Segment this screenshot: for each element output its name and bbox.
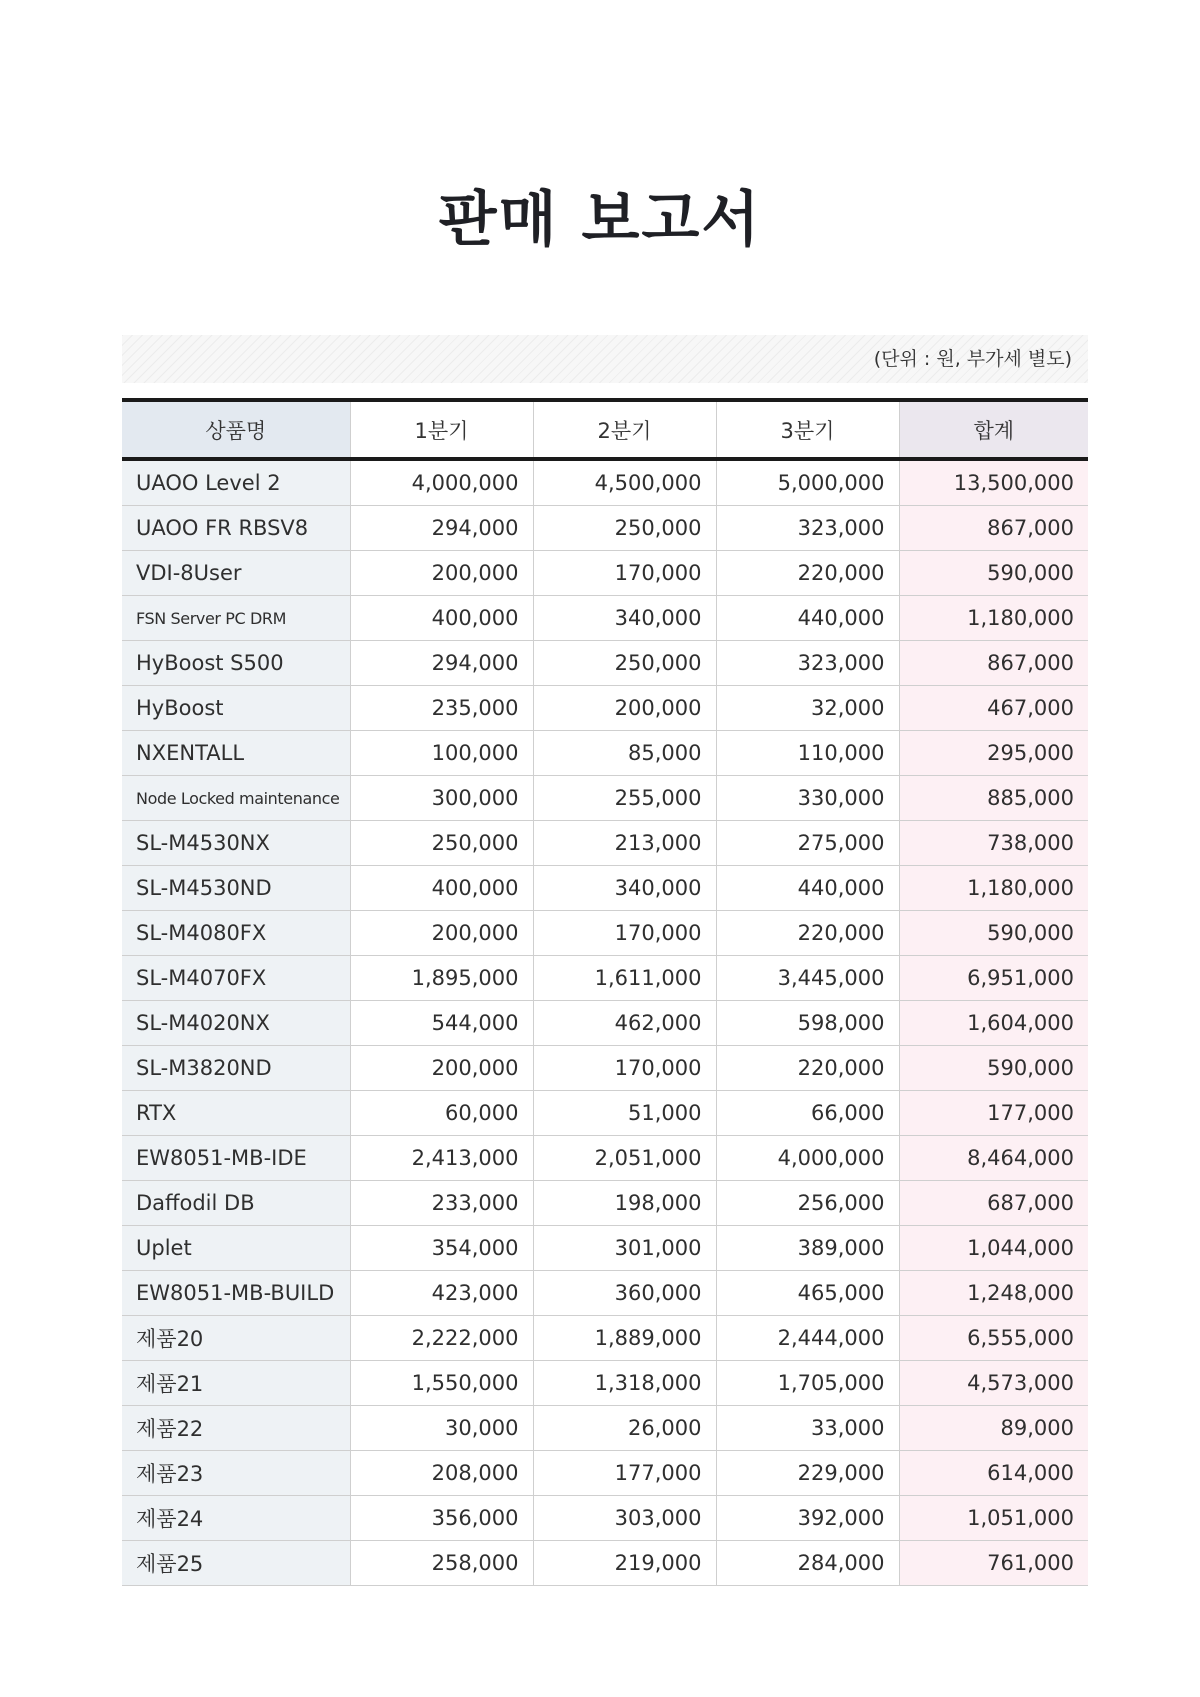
q1-value-cell: 1,550,000 — [350, 1361, 533, 1406]
q2-value-cell: 213,000 — [533, 821, 716, 866]
table-row — [122, 1001, 1088, 1046]
total-value-cell: 1,248,000 — [899, 1271, 1088, 1316]
q1-value-cell: 356,000 — [350, 1496, 533, 1541]
total-value-cell: 590,000 — [899, 551, 1088, 596]
table-row — [122, 459, 1088, 506]
q3-value-cell: 32,000 — [716, 686, 899, 731]
table-row — [122, 1316, 1088, 1361]
q2-value-cell: 303,000 — [533, 1496, 716, 1541]
table-row — [122, 551, 1088, 596]
header-q1: 1분기 — [350, 400, 533, 459]
product-name-cell: FSN Server PC DRM — [122, 596, 350, 641]
q1-value-cell: 400,000 — [350, 596, 533, 641]
q1-value-cell: 30,000 — [350, 1406, 533, 1451]
table-row — [122, 1046, 1088, 1091]
q3-value-cell: 5,000,000 — [716, 459, 899, 506]
table-row — [122, 1271, 1088, 1316]
q1-value-cell: 354,000 — [350, 1226, 533, 1271]
q3-value-cell: 275,000 — [716, 821, 899, 866]
q3-value-cell: 598,000 — [716, 1001, 899, 1046]
product-name-cell: SL-M4020NX — [122, 1001, 350, 1046]
product-name-cell: 제품22 — [122, 1406, 350, 1451]
q3-value-cell: 256,000 — [716, 1181, 899, 1226]
q3-value-cell: 323,000 — [716, 506, 899, 551]
q3-value-cell: 110,000 — [716, 731, 899, 776]
header-product-name: 상품명 — [122, 400, 350, 459]
q1-value-cell: 4,000,000 — [350, 459, 533, 506]
q1-value-cell: 544,000 — [350, 1001, 533, 1046]
total-value-cell: 885,000 — [899, 776, 1088, 821]
q1-value-cell: 258,000 — [350, 1541, 533, 1586]
q2-value-cell: 301,000 — [533, 1226, 716, 1271]
q3-value-cell: 1,705,000 — [716, 1361, 899, 1406]
total-value-cell: 590,000 — [899, 911, 1088, 956]
q1-value-cell: 60,000 — [350, 1091, 533, 1136]
table-row — [122, 1181, 1088, 1226]
q2-value-cell: 85,000 — [533, 731, 716, 776]
q3-value-cell: 284,000 — [716, 1541, 899, 1586]
q2-value-cell: 1,318,000 — [533, 1361, 716, 1406]
q1-value-cell: 2,413,000 — [350, 1136, 533, 1181]
q3-value-cell: 389,000 — [716, 1226, 899, 1271]
q1-value-cell: 100,000 — [350, 731, 533, 776]
product-name-cell: SL-M4080FX — [122, 911, 350, 956]
q3-value-cell: 33,000 — [716, 1406, 899, 1451]
product-name-cell: Daffodil DB — [122, 1181, 350, 1226]
product-name-cell: SL-M4530ND — [122, 866, 350, 911]
table-row — [122, 596, 1088, 641]
total-value-cell: 4,573,000 — [899, 1361, 1088, 1406]
product-name-cell: HyBoost S500 — [122, 641, 350, 686]
q1-value-cell: 250,000 — [350, 821, 533, 866]
product-name-cell: SL-M3820ND — [122, 1046, 350, 1091]
q2-value-cell: 1,611,000 — [533, 956, 716, 1001]
table-row — [122, 776, 1088, 821]
q2-value-cell: 26,000 — [533, 1406, 716, 1451]
product-name-cell: Node Locked maintenance — [122, 776, 350, 821]
header-total: 합계 — [899, 400, 1088, 459]
total-value-cell: 761,000 — [899, 1541, 1088, 1586]
total-value-cell: 1,044,000 — [899, 1226, 1088, 1271]
q2-value-cell: 200,000 — [533, 686, 716, 731]
q2-value-cell: 198,000 — [533, 1181, 716, 1226]
total-value-cell: 867,000 — [899, 641, 1088, 686]
q2-value-cell: 4,500,000 — [533, 459, 716, 506]
product-name-cell: 제품25 — [122, 1541, 350, 1586]
q1-value-cell: 294,000 — [350, 506, 533, 551]
q1-value-cell: 200,000 — [350, 551, 533, 596]
product-name-cell: UAOO Level 2 — [122, 459, 350, 506]
unit-note: (단위 : 원, 부가세 별도) — [873, 348, 1072, 370]
table-row — [122, 641, 1088, 686]
q3-value-cell: 2,444,000 — [716, 1316, 899, 1361]
q2-value-cell: 2,051,000 — [533, 1136, 716, 1181]
q3-value-cell: 66,000 — [716, 1091, 899, 1136]
q2-value-cell: 1,889,000 — [533, 1316, 716, 1361]
table-row — [122, 1406, 1088, 1451]
table-row — [122, 1361, 1088, 1406]
total-value-cell: 13,500,000 — [899, 459, 1088, 506]
header-q3: 3분기 — [716, 400, 899, 459]
q2-value-cell: 250,000 — [533, 506, 716, 551]
q1-value-cell: 400,000 — [350, 866, 533, 911]
table-row — [122, 956, 1088, 1001]
total-value-cell: 1,051,000 — [899, 1496, 1088, 1541]
q3-value-cell: 220,000 — [716, 551, 899, 596]
table-row — [122, 821, 1088, 866]
header-q2: 2분기 — [533, 400, 716, 459]
product-name-cell: SL-M4530NX — [122, 821, 350, 866]
table-row — [122, 686, 1088, 731]
page-title: 판매 보고서 — [438, 185, 762, 255]
q3-value-cell: 4,000,000 — [716, 1136, 899, 1181]
table-row — [122, 506, 1088, 551]
q1-value-cell: 200,000 — [350, 1046, 533, 1091]
q1-value-cell: 423,000 — [350, 1271, 533, 1316]
total-value-cell: 8,464,000 — [899, 1136, 1088, 1181]
product-name-cell: 제품23 — [122, 1451, 350, 1496]
q3-value-cell: 220,000 — [716, 911, 899, 956]
table-row — [122, 1496, 1088, 1541]
q1-value-cell: 200,000 — [350, 911, 533, 956]
total-value-cell: 687,000 — [899, 1181, 1088, 1226]
total-value-cell: 177,000 — [899, 1091, 1088, 1136]
q1-value-cell: 233,000 — [350, 1181, 533, 1226]
q3-value-cell: 220,000 — [716, 1046, 899, 1091]
total-value-cell: 1,180,000 — [899, 866, 1088, 911]
total-value-cell: 738,000 — [899, 821, 1088, 866]
table-row — [122, 1541, 1088, 1586]
product-name-cell: UAOO FR RBSV8 — [122, 506, 350, 551]
table-row — [122, 1226, 1088, 1271]
total-value-cell: 1,604,000 — [899, 1001, 1088, 1046]
total-value-cell: 467,000 — [899, 686, 1088, 731]
q2-value-cell: 170,000 — [533, 551, 716, 596]
q2-value-cell: 250,000 — [533, 641, 716, 686]
product-name-cell: HyBoost — [122, 686, 350, 731]
table-row — [122, 866, 1088, 911]
product-name-cell: 제품21 — [122, 1361, 350, 1406]
q1-value-cell: 208,000 — [350, 1451, 533, 1496]
product-name-cell: NXENTALL — [122, 731, 350, 776]
q2-value-cell: 177,000 — [533, 1451, 716, 1496]
q2-value-cell: 170,000 — [533, 1046, 716, 1091]
product-name-cell: EW8051-MB-IDE — [122, 1136, 350, 1181]
q3-value-cell: 440,000 — [716, 596, 899, 641]
table-row — [122, 1451, 1088, 1496]
table-row — [122, 911, 1088, 956]
sales-report-table — [122, 398, 1088, 1586]
total-value-cell: 6,951,000 — [899, 956, 1088, 1001]
table-header-row — [122, 400, 1088, 459]
q1-value-cell: 2,222,000 — [350, 1316, 533, 1361]
q3-value-cell: 3,445,000 — [716, 956, 899, 1001]
unit-note-bar — [122, 335, 1088, 383]
q2-value-cell: 340,000 — [533, 596, 716, 641]
q2-value-cell: 360,000 — [533, 1271, 716, 1316]
q2-value-cell: 51,000 — [533, 1091, 716, 1136]
q2-value-cell: 462,000 — [533, 1001, 716, 1046]
q3-value-cell: 465,000 — [716, 1271, 899, 1316]
total-value-cell: 6,555,000 — [899, 1316, 1088, 1361]
q2-value-cell: 170,000 — [533, 911, 716, 956]
table-row — [122, 1136, 1088, 1181]
product-name-cell: 제품24 — [122, 1496, 350, 1541]
total-value-cell: 89,000 — [899, 1406, 1088, 1451]
table-body — [122, 459, 1088, 1586]
q1-value-cell: 235,000 — [350, 686, 533, 731]
product-name-cell: Uplet — [122, 1226, 350, 1271]
product-name-cell: VDI-8User — [122, 551, 350, 596]
total-value-cell: 614,000 — [899, 1451, 1088, 1496]
total-value-cell: 867,000 — [899, 506, 1088, 551]
q3-value-cell: 323,000 — [716, 641, 899, 686]
total-value-cell: 590,000 — [899, 1046, 1088, 1091]
q3-value-cell: 392,000 — [716, 1496, 899, 1541]
q2-value-cell: 340,000 — [533, 866, 716, 911]
product-name-cell: RTX — [122, 1091, 350, 1136]
product-name-cell: EW8051-MB-BUILD — [122, 1271, 350, 1316]
q2-value-cell: 219,000 — [533, 1541, 716, 1586]
product-name-cell: 제품20 — [122, 1316, 350, 1361]
total-value-cell: 295,000 — [899, 731, 1088, 776]
product-name-cell: SL-M4070FX — [122, 956, 350, 1001]
table-row — [122, 1091, 1088, 1136]
table-row — [122, 731, 1088, 776]
q3-value-cell: 330,000 — [716, 776, 899, 821]
q2-value-cell: 255,000 — [533, 776, 716, 821]
q1-value-cell: 300,000 — [350, 776, 533, 821]
total-value-cell: 1,180,000 — [899, 596, 1088, 641]
q3-value-cell: 440,000 — [716, 866, 899, 911]
q3-value-cell: 229,000 — [716, 1451, 899, 1496]
q1-value-cell: 294,000 — [350, 641, 533, 686]
q1-value-cell: 1,895,000 — [350, 956, 533, 1001]
